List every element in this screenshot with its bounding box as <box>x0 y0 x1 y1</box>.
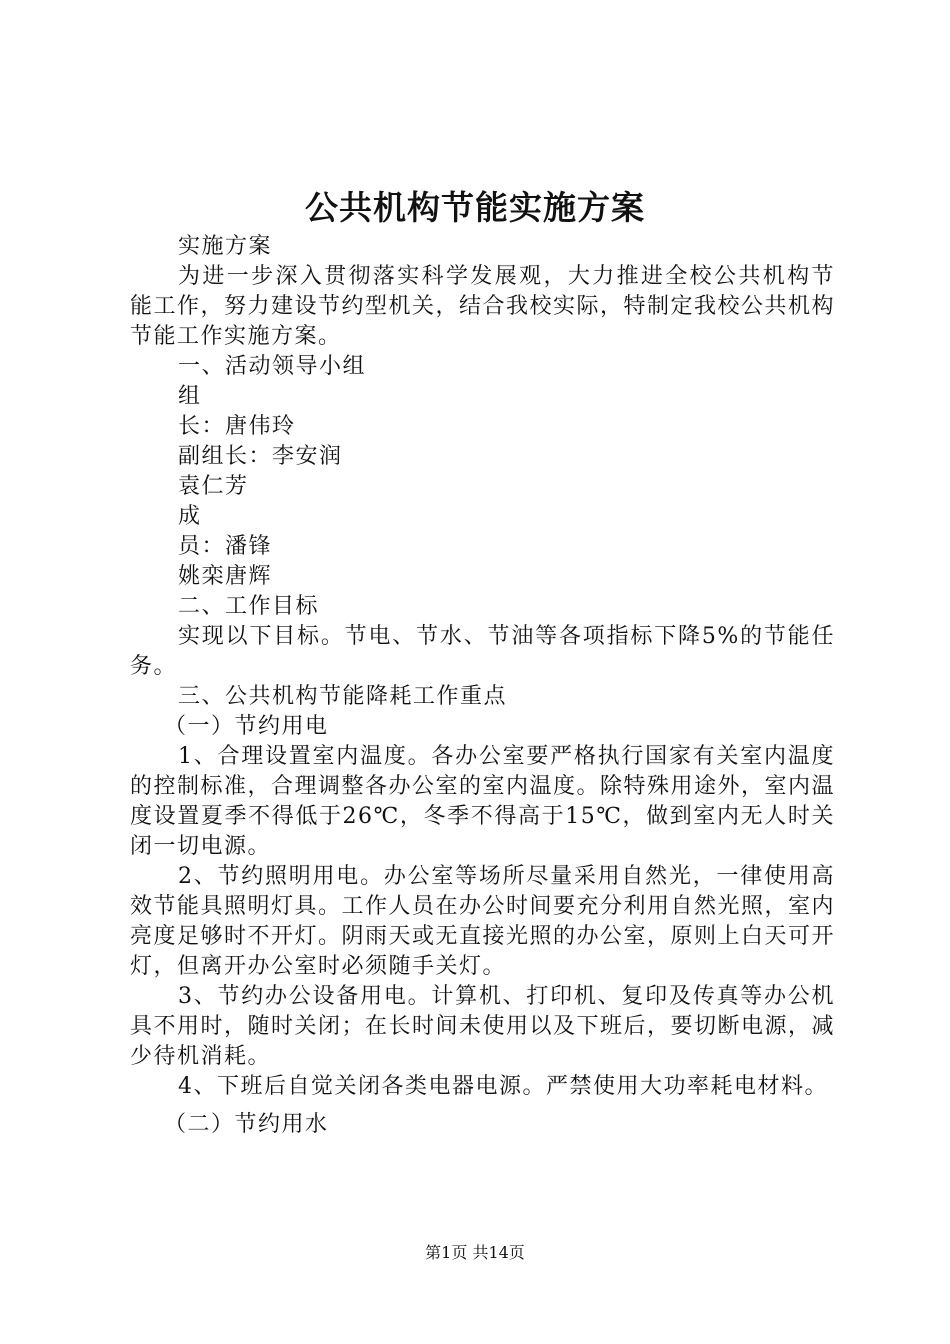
subsection-heading-electricity: （一）节约用电 <box>164 714 329 739</box>
subsection-heading-water: （二）节约用水 <box>164 1112 329 1137</box>
paragraph-line: 组 <box>178 384 202 409</box>
paragraph-item-1: 1、合理设置室内温度。各办公室要严格执行国家有关室内温度的控制标准，合理调整各办公室的室内温度。除特殊用途外，室内温度设置夏季不得低于26℃，冬季不得高于15℃，做到室内无人时关闭一切电源。 <box>130 744 836 859</box>
paragraph-intro: 为进一步深入贯彻落实科学发展观，大力推进全校公共机构节能工作，努力建设节约型机关，结合我校实际，特制定我校公共机构节能工作实施方案。 <box>130 264 836 349</box>
page-footer: 第1页 共14页 <box>425 1243 525 1262</box>
paragraph-line: 袁仁芳 <box>178 474 249 499</box>
paragraph-item-3: 3、节约办公设备用电。计算机、打印机、复印及传真等办公机具不用时，随时关闭；在长时间未使用以及下班后，要切断电源，减少待机消耗。 <box>130 984 836 1069</box>
paragraph-item-4: 4、下班后自觉关闭各类电器电源。严禁使用大功率耗电材料。 <box>178 1074 828 1099</box>
paragraph-line: 成 <box>178 504 202 529</box>
section-heading-key-points: 三、公共机构节能降耗工作重点 <box>178 684 508 709</box>
paragraph-item-2: 2、节约照明用电。办公室等场所尽量采用自然光，一律使用高效节能具照明灯具。工作人员在办公时间要充分利用自然光照，室内亮度足够时不开灯。阴雨天或无直接光照的办公室，原则上白天可开灯，但离开办公室时必须随手关灯。 <box>130 864 836 979</box>
paragraph-heading-plan: 实施方案 <box>178 234 273 259</box>
paragraph-line: 长：唐伟玲 <box>178 414 296 439</box>
paragraph-line: 副组长：李安润 <box>178 444 343 469</box>
document-body <box>130 232 835 1140</box>
section-heading-leadership: 一、活动领导小组 <box>178 354 367 379</box>
section-heading-goals: 二、工作目标 <box>178 594 320 619</box>
document-title: 公共机构节能实施方案 <box>305 188 645 227</box>
paragraph-line: 姚栾唐辉 <box>178 564 273 589</box>
paragraph-line: 员：潘锋 <box>178 534 273 559</box>
paragraph-goals: 实现以下目标。节电、节水、节油等各项指标下降5%的节能任务。 <box>130 624 835 679</box>
